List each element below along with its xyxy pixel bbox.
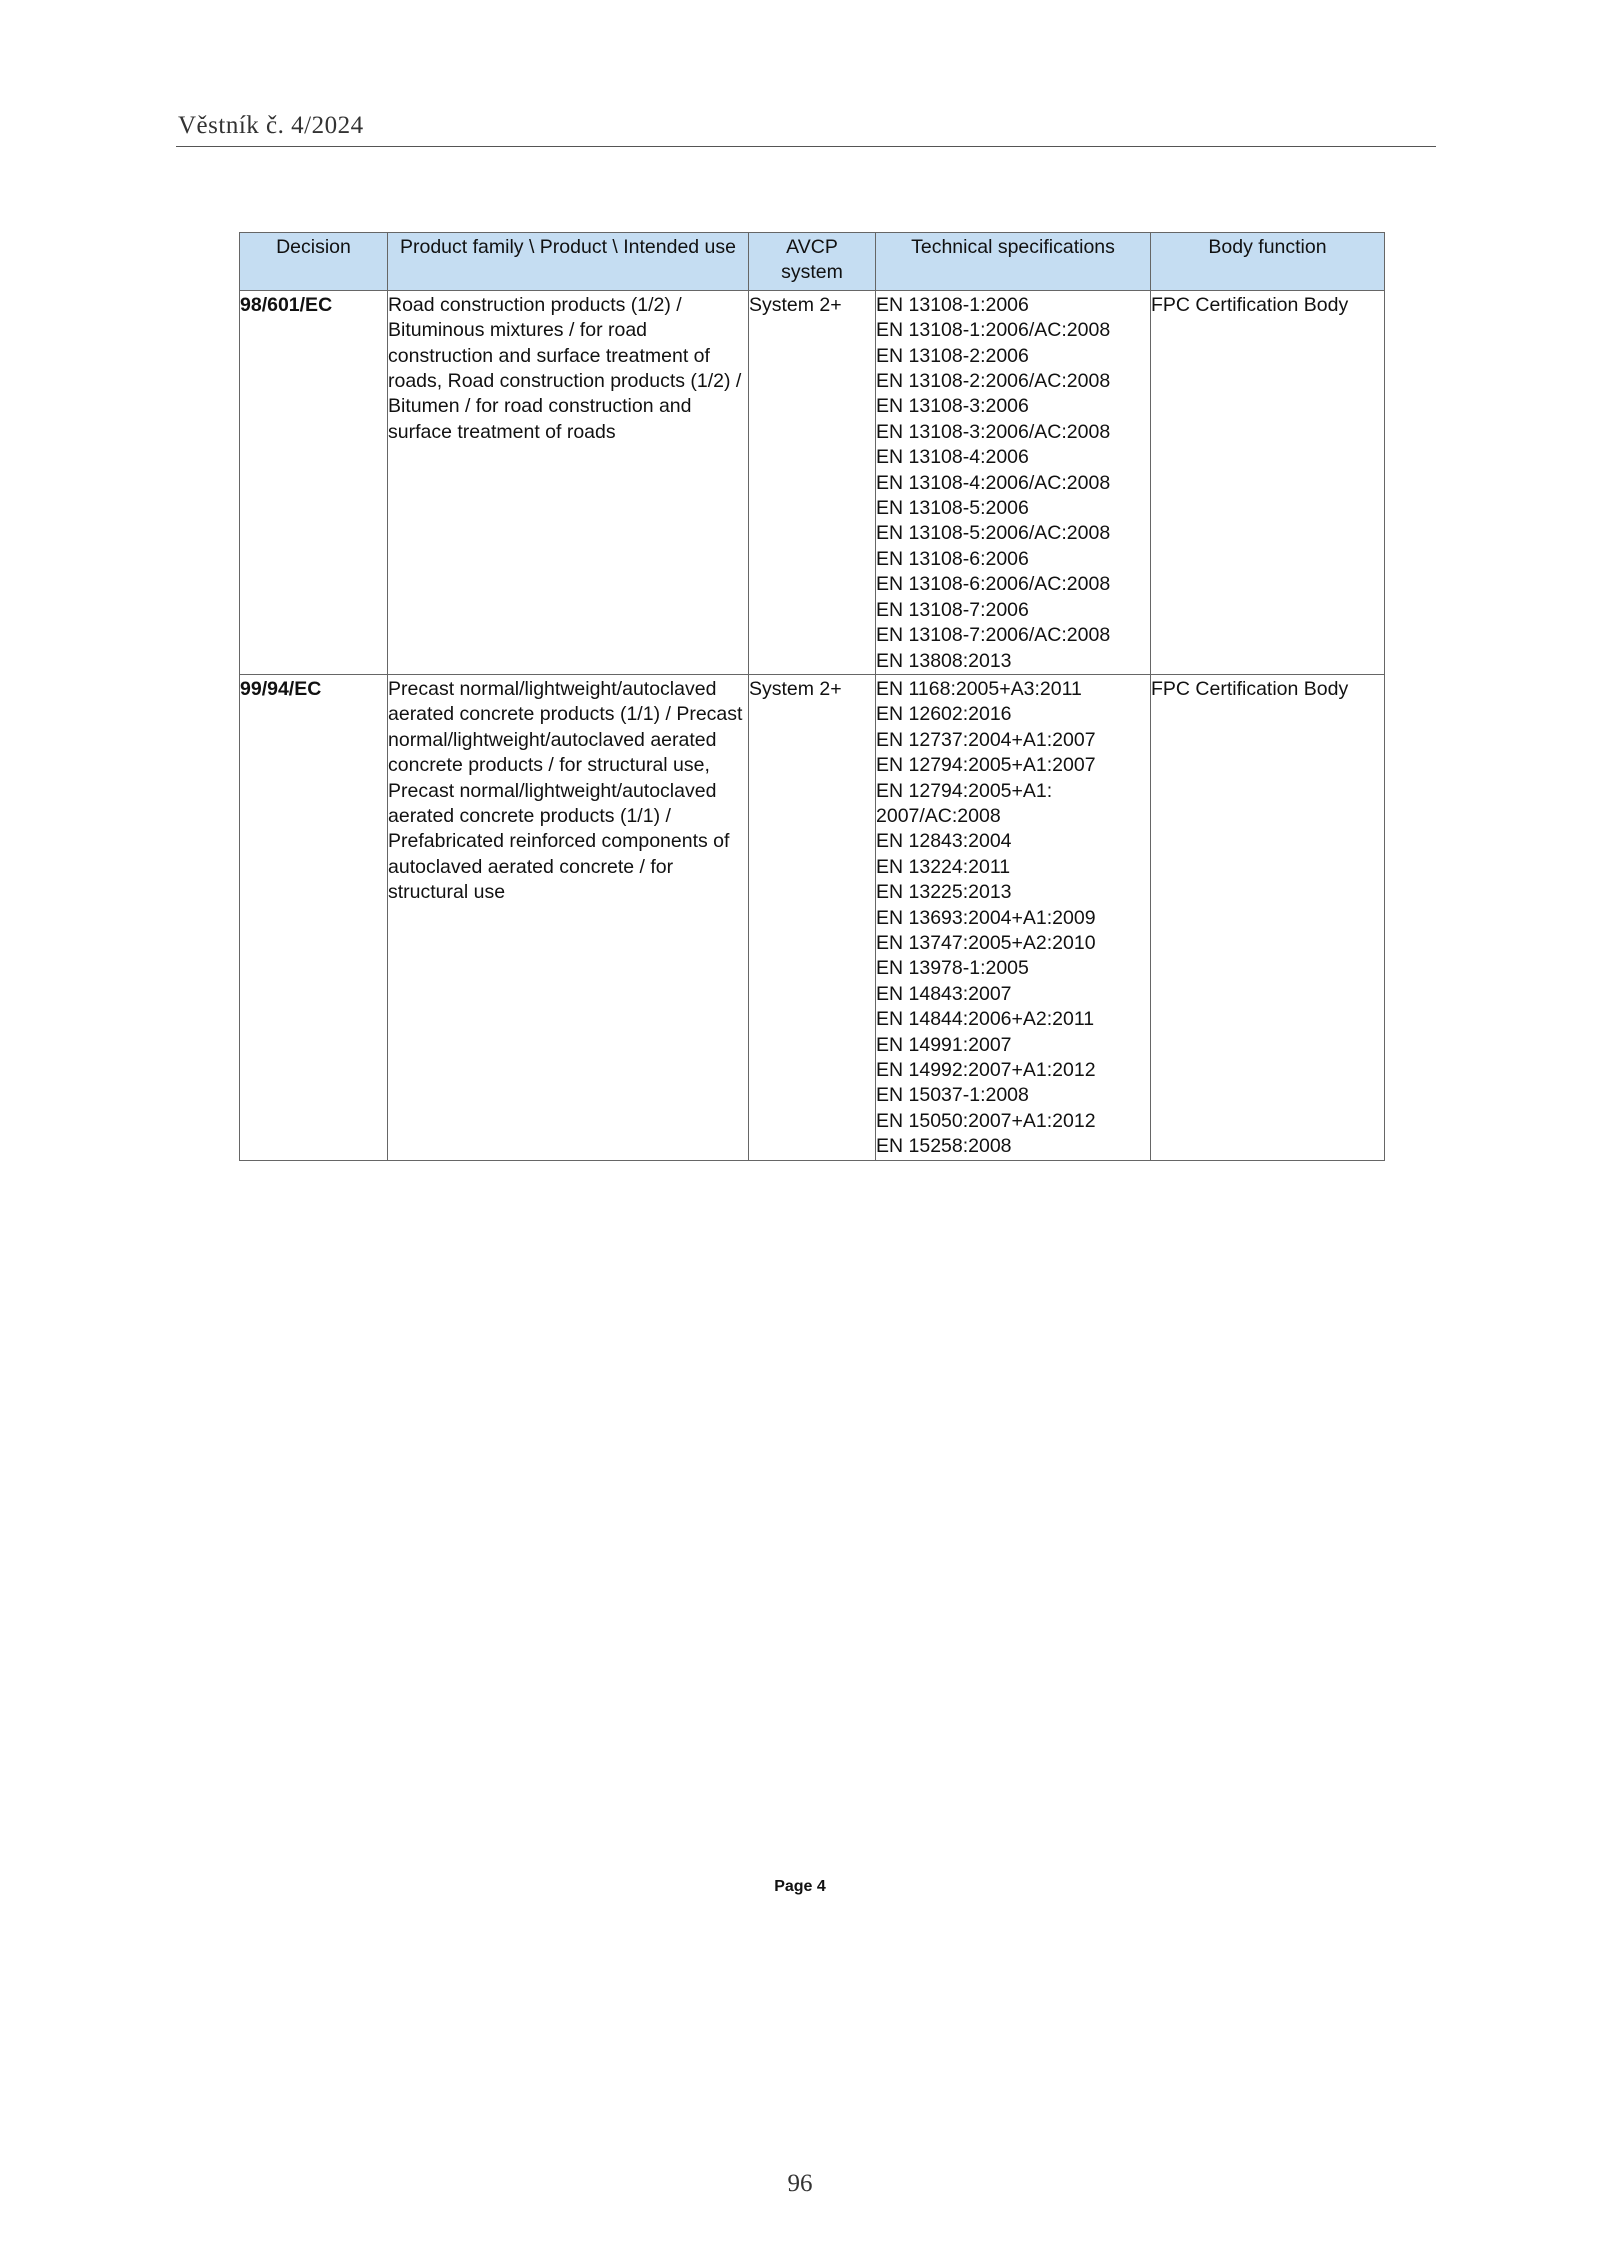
header-divider: [176, 146, 1436, 147]
spec-item: EN 12794:2005+A1:: [876, 779, 1053, 802]
specs-cell: [876, 674, 1151, 1160]
spec-item: EN 15050:2007+A1:2012: [876, 1109, 1096, 1132]
spec-item: EN 13108-3:2006: [876, 395, 1029, 418]
spec-item: EN 14992:2007+A1:2012: [876, 1059, 1096, 1081]
running-header: Věstník č. 4/2024: [178, 112, 364, 139]
spec-item: EN 13693:2004+A1:2009: [876, 906, 1096, 929]
spec-item: EN 13108-5:2006/AC:2008: [876, 522, 1111, 545]
spec-item: EN 12794:2005+A1:2007: [876, 754, 1096, 777]
column-header-product: Product family \ Product \ Intended use: [388, 233, 749, 291]
column-header-avcp: AVCP system: [749, 233, 876, 291]
spec-item: EN 13108-4:2006: [876, 446, 1029, 469]
spec-item: EN 12602:2016: [876, 703, 1012, 726]
page-number: 96: [787, 2170, 813, 2197]
spec-item: EN 13808:2013: [876, 649, 1012, 672]
spec-item: EN 13108-6:2006: [876, 547, 1029, 570]
spec-item: EN 14991:2007: [876, 1033, 1012, 1056]
column-header-body: Body function: [1151, 233, 1385, 291]
spec-item: EN 13108-3:2006/AC:2008: [876, 420, 1111, 443]
spec-item: EN 13978-1:2005: [876, 957, 1029, 980]
avcp-cell: System 2+: [749, 290, 876, 674]
spec-item: EN 15258:2008: [876, 1135, 1012, 1158]
spec-item: EN 14844:2006+A2:2011: [876, 1008, 1095, 1031]
spec-item: EN 13108-7:2006: [876, 598, 1029, 621]
spec-item: 2007/AC:2008: [876, 804, 1001, 827]
product-cell: Precast normal/lightweight/autoclaved aerated concrete products (1/1) / Precast normal/lightweight/autoclaved aerated concrete products / for structural use, Precast normal/lightweight/autoclaved aerated concrete products (1/1) / Prefabricated reinforced components of autoclaved aerated concrete / for structural use: [388, 674, 749, 1160]
avcp-cell: System 2+: [749, 674, 876, 1160]
body-function-cell: FPC Certification Body: [1151, 674, 1385, 1160]
table-page-label: Page 4: [774, 1878, 826, 1895]
product-cell: Road construction products (1/2) / Bituminous mixtures / for road construction and surface treatment of roads, Road construction products (1/2) / Bitumen / for road construction and surface treatment of roads: [388, 290, 749, 674]
spec-item: EN 13108-2:2006/AC:2008: [876, 370, 1111, 393]
table-row: [240, 674, 1385, 1160]
decisions-table: [239, 232, 1385, 1161]
table-header-row: [240, 233, 1385, 291]
spec-item: EN 15037-1:2008: [876, 1084, 1029, 1107]
spec-item: EN 12737:2004+A1:2007: [876, 728, 1096, 751]
spec-item: EN 13225:2013: [876, 881, 1012, 904]
spec-item: EN 13108-4:2006/AC:2008: [876, 471, 1111, 494]
spec-item: EN 13747:2005+A2:2010: [876, 931, 1096, 954]
specs-cell: [876, 290, 1151, 674]
table-row: [240, 290, 1385, 674]
column-header-decision: Decision: [240, 233, 388, 291]
spec-item: EN 1168:2005+A3:2011: [876, 677, 1082, 700]
column-header-specs: Technical specifications: [876, 233, 1151, 291]
spec-item: EN 12843:2004: [876, 830, 1012, 853]
spec-item: EN 13108-1:2006: [876, 293, 1029, 316]
spec-item: EN 13108-5:2006: [876, 497, 1029, 520]
spec-item: EN 13108-1:2006/AC:2008: [876, 319, 1111, 342]
decision-cell: 98/601/EC: [240, 290, 388, 674]
decision-cell: 99/94/EC: [240, 674, 388, 1160]
spec-item: EN 13108-7:2006/AC:2008: [876, 624, 1111, 647]
spec-item: EN 13224:2011: [876, 855, 1011, 878]
spec-item: EN 14843:2007: [876, 982, 1012, 1005]
spec-item: EN 13108-6:2006/AC:2008: [876, 573, 1111, 596]
spec-item: EN 13108-2:2006: [876, 344, 1029, 367]
body-function-cell: FPC Certification Body: [1151, 290, 1385, 674]
